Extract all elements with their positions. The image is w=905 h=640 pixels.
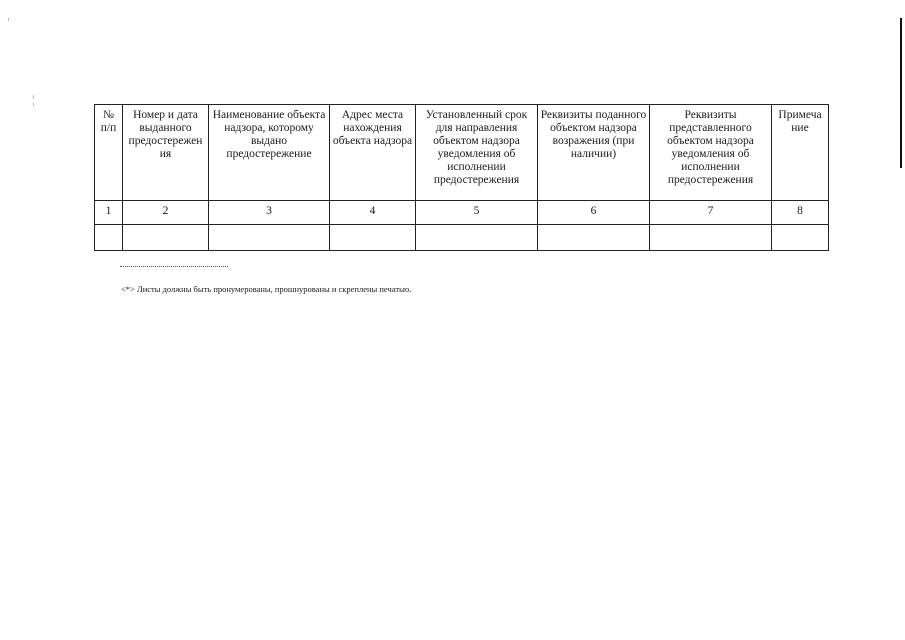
header-cell-deadline: Установленный срок для направления объектом надзора уведомления об исполнении предостережения [416, 105, 538, 201]
header-cell-object-address: Адрес места нахождения объекта надзора [330, 105, 416, 201]
column-number-cell: 3 [209, 201, 330, 225]
empty-cell [538, 225, 650, 251]
scan-artifact [8, 18, 9, 21]
empty-cell [772, 225, 829, 251]
register-table [94, 104, 829, 251]
empty-cell [650, 225, 772, 251]
header-cell-objection-details: Реквизиты поданного объектом надзора возражения (при наличии) [538, 105, 650, 201]
header-cell-notification-details: Реквизиты представленного объектом надзора уведомления об исполнении предостережения [650, 105, 772, 201]
footnote-separator [120, 266, 228, 267]
column-number-cell: 8 [772, 201, 829, 225]
header-cell-warning-number-date: Номер и дата выданного предостережен ия [123, 105, 209, 201]
empty-cell [330, 225, 416, 251]
scan-artifact [33, 103, 34, 106]
empty-cell [123, 225, 209, 251]
header-cell-number: № п/п [95, 105, 123, 201]
scan-artifact [33, 95, 34, 99]
scan-edge-line [900, 18, 902, 168]
footnote-text: <*> Листы должны быть пронумерованы, прошнурованы и скреплены печатью. [121, 284, 412, 294]
empty-cell [209, 225, 330, 251]
empty-data-row [95, 225, 829, 251]
column-number-row [95, 201, 829, 225]
header-cell-object-name: Наименование объекта надзора, которому выдано предостережение [209, 105, 330, 201]
column-number-cell: 1 [95, 201, 123, 225]
column-number-cell: 4 [330, 201, 416, 225]
header-cell-note: Примеча ние [772, 105, 829, 201]
column-number-cell: 6 [538, 201, 650, 225]
column-number-cell: 7 [650, 201, 772, 225]
header-row [95, 105, 829, 201]
column-number-cell: 5 [416, 201, 538, 225]
empty-cell [416, 225, 538, 251]
column-number-cell: 2 [123, 201, 209, 225]
empty-cell [95, 225, 123, 251]
